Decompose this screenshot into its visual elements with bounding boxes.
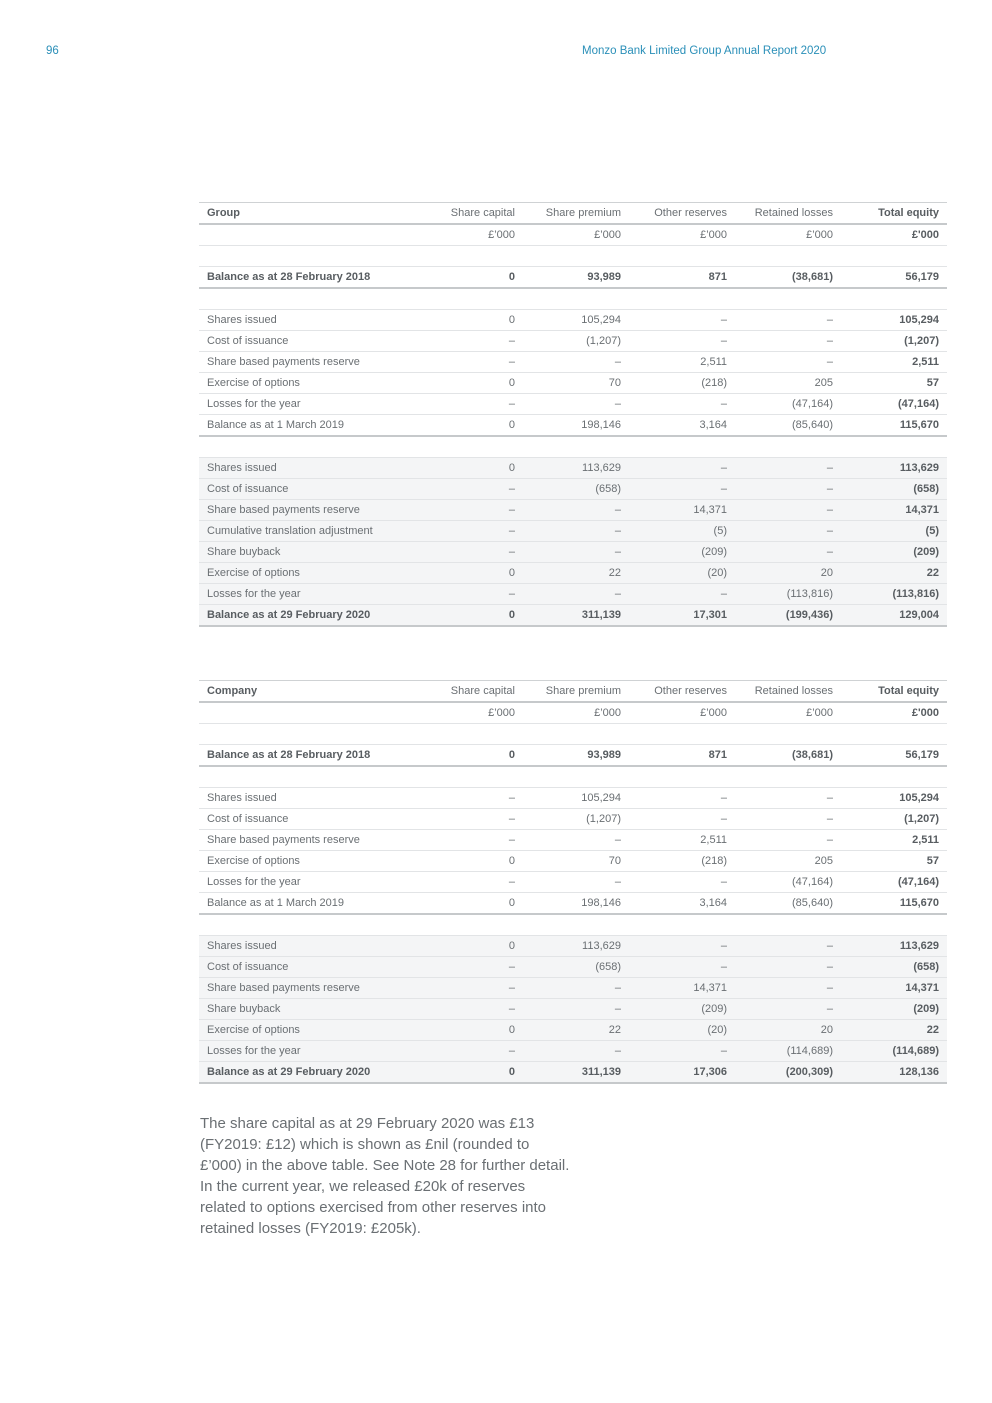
row-label: Exercise of options — [199, 373, 417, 394]
units-label — [199, 702, 417, 724]
value-cell: 128,136 — [841, 1062, 947, 1084]
column-header: Total equity — [841, 203, 947, 225]
value-cell: (20) — [629, 1020, 735, 1041]
value-cell: – — [417, 978, 523, 999]
value-cell: – — [629, 479, 735, 500]
table-row — [199, 872, 947, 893]
value-cell: 0 — [417, 893, 523, 915]
row-label: Exercise of options — [199, 851, 417, 872]
value-cell: – — [735, 310, 841, 331]
row-label: Losses for the year — [199, 1041, 417, 1062]
row-label: Share based payments reserve — [199, 978, 417, 999]
row-label: Balance as at 28 February 2018 — [199, 267, 417, 289]
value-cell: – — [417, 957, 523, 978]
value-cell: 70 — [523, 373, 629, 394]
row-label: Losses for the year — [199, 584, 417, 605]
value-cell: 22 — [841, 1020, 947, 1041]
spacer-row — [199, 766, 947, 788]
table-row — [199, 1041, 947, 1062]
value-cell: 0 — [417, 563, 523, 584]
value-cell: 0 — [417, 1062, 523, 1084]
value-cell: 2,511 — [629, 830, 735, 851]
table-header-row — [199, 681, 947, 703]
unit-cell: £’000 — [806, 229, 833, 241]
entity-label: Group — [199, 203, 417, 225]
value-cell: 93,989 — [523, 267, 629, 289]
value-cell: (209) — [841, 999, 947, 1020]
table-row — [199, 373, 947, 394]
row-label: Balance as at 29 February 2020 — [199, 605, 417, 627]
value-cell: 17,306 — [629, 1062, 735, 1084]
unit-cell: £'000 — [911, 707, 939, 719]
value-cell: (113,816) — [735, 584, 841, 605]
value-cell: 0 — [417, 605, 523, 627]
value-cell: 0 — [417, 373, 523, 394]
value-cell: 0 — [417, 310, 523, 331]
page-number: 96 — [46, 45, 59, 57]
row-label: Cost of issuance — [199, 331, 417, 352]
row-label: Balance as at 1 March 2019 — [199, 893, 417, 915]
value-cell: – — [417, 331, 523, 352]
table-row — [199, 415, 947, 437]
value-cell: – — [629, 936, 735, 957]
value-cell: (5) — [629, 521, 735, 542]
unit-cell: £’000 — [488, 229, 515, 241]
value-cell: (5) — [841, 521, 947, 542]
value-cell: – — [417, 809, 523, 830]
value-cell: – — [417, 394, 523, 415]
table-row — [199, 978, 947, 999]
row-label: Balance as at 1 March 2019 — [199, 415, 417, 437]
value-cell: – — [735, 352, 841, 373]
value-cell: 2,511 — [841, 830, 947, 851]
table-row — [199, 893, 947, 915]
table-row — [199, 1020, 947, 1041]
value-cell: (1,207) — [841, 809, 947, 830]
table-row — [199, 331, 947, 352]
value-cell: (85,640) — [735, 415, 841, 437]
table-row — [199, 999, 947, 1020]
report-title: Monzo Bank Limited Group Annual Report 2020 — [582, 45, 827, 57]
value-cell: (658) — [523, 957, 629, 978]
value-cell: 22 — [841, 563, 947, 584]
table-row — [199, 936, 947, 957]
value-cell: – — [735, 936, 841, 957]
value-cell: 0 — [417, 936, 523, 957]
value-cell: 57 — [841, 373, 947, 394]
value-cell: – — [735, 957, 841, 978]
column-header: Total equity — [841, 681, 947, 703]
value-cell: (658) — [523, 479, 629, 500]
value-cell: 70 — [523, 851, 629, 872]
units-row — [199, 224, 947, 246]
spacer-row — [199, 914, 947, 936]
value-cell: – — [523, 542, 629, 563]
value-cell: – — [735, 521, 841, 542]
row-label: Shares issued — [199, 310, 417, 331]
value-cell: 311,139 — [523, 1062, 629, 1084]
table-row — [199, 500, 947, 521]
unit-cell: £’000 — [594, 229, 621, 241]
value-cell: – — [735, 999, 841, 1020]
row-label: Shares issued — [199, 788, 417, 809]
value-cell: – — [629, 331, 735, 352]
value-cell: 14,371 — [841, 978, 947, 999]
value-cell: – — [735, 830, 841, 851]
value-cell: 871 — [629, 267, 735, 289]
value-cell: 2,511 — [629, 352, 735, 373]
table-row — [199, 584, 947, 605]
table-row — [199, 745, 947, 767]
unit-cell: £’000 — [700, 229, 727, 241]
value-cell: – — [523, 830, 629, 851]
table-row — [199, 851, 947, 872]
table-row — [199, 1062, 947, 1084]
value-cell: 0 — [417, 745, 523, 767]
value-cell: 57 — [841, 851, 947, 872]
column-header: Share capital — [417, 203, 523, 225]
row-label: Losses for the year — [199, 872, 417, 893]
value-cell: 115,670 — [841, 415, 947, 437]
table-row — [199, 957, 947, 978]
value-cell: – — [523, 584, 629, 605]
value-cell: 105,294 — [523, 788, 629, 809]
value-cell: (47,164) — [841, 872, 947, 893]
value-cell: (658) — [841, 957, 947, 978]
units-row — [199, 702, 947, 724]
value-cell: 3,164 — [629, 893, 735, 915]
value-cell: – — [523, 978, 629, 999]
value-cell: (47,164) — [735, 394, 841, 415]
value-cell: (47,164) — [841, 394, 947, 415]
row-label: Share buyback — [199, 542, 417, 563]
value-cell: 113,629 — [523, 458, 629, 479]
row-label: Share based payments reserve — [199, 500, 417, 521]
row-label: Share buyback — [199, 999, 417, 1020]
value-cell: 20 — [735, 563, 841, 584]
value-cell: 56,179 — [841, 745, 947, 767]
value-cell: – — [629, 584, 735, 605]
table-row — [199, 521, 947, 542]
value-cell: (1,207) — [523, 809, 629, 830]
value-cell: 17,301 — [629, 605, 735, 627]
value-cell: 0 — [417, 415, 523, 437]
value-cell: 14,371 — [841, 500, 947, 521]
value-cell: 115,670 — [841, 893, 947, 915]
value-cell: – — [523, 872, 629, 893]
value-cell: – — [629, 458, 735, 479]
table-row — [199, 352, 947, 373]
table-row — [199, 605, 947, 627]
value-cell: – — [735, 331, 841, 352]
value-cell: 871 — [629, 745, 735, 767]
value-cell: 14,371 — [629, 500, 735, 521]
value-cell: – — [417, 872, 523, 893]
row-label: Exercise of options — [199, 1020, 417, 1041]
value-cell: – — [417, 1041, 523, 1062]
unit-cell: £’000 — [488, 707, 515, 719]
group-equity-table — [199, 202, 947, 627]
value-cell: – — [523, 394, 629, 415]
value-cell: – — [629, 788, 735, 809]
table-row — [199, 788, 947, 809]
value-cell: 311,139 — [523, 605, 629, 627]
value-cell: 22 — [523, 563, 629, 584]
unit-cell: £'000 — [911, 229, 939, 241]
row-label: Balance as at 29 February 2020 — [199, 1062, 417, 1084]
value-cell: – — [523, 500, 629, 521]
value-cell: 14,371 — [629, 978, 735, 999]
value-cell: 2,511 — [841, 352, 947, 373]
row-label: Share based payments reserve — [199, 352, 417, 373]
column-header: Share premium — [523, 203, 629, 225]
value-cell: – — [735, 978, 841, 999]
value-cell: – — [735, 479, 841, 500]
column-header: Share premium — [523, 681, 629, 703]
value-cell: (218) — [629, 373, 735, 394]
table-row — [199, 479, 947, 500]
column-header: Retained losses — [735, 681, 841, 703]
value-cell: (200,309) — [735, 1062, 841, 1084]
value-cell: 0 — [417, 851, 523, 872]
value-cell: 105,294 — [523, 310, 629, 331]
value-cell: – — [629, 310, 735, 331]
table-row — [199, 542, 947, 563]
row-label: Shares issued — [199, 936, 417, 957]
row-label: Balance as at 28 February 2018 — [199, 745, 417, 767]
entity-label: Company — [199, 681, 417, 703]
value-cell: (114,689) — [735, 1041, 841, 1062]
unit-cell: £’000 — [594, 707, 621, 719]
value-cell: – — [629, 809, 735, 830]
value-cell: 93,989 — [523, 745, 629, 767]
column-header: Share capital — [417, 681, 523, 703]
value-cell: 205 — [735, 373, 841, 394]
value-cell: (209) — [841, 542, 947, 563]
value-cell: (47,164) — [735, 872, 841, 893]
value-cell: 198,146 — [523, 893, 629, 915]
value-cell: 205 — [735, 851, 841, 872]
value-cell: (113,816) — [841, 584, 947, 605]
value-cell: – — [417, 352, 523, 373]
units-label — [199, 224, 417, 246]
value-cell: (38,681) — [735, 267, 841, 289]
value-cell: – — [523, 521, 629, 542]
value-cell: – — [417, 479, 523, 500]
table-header-row — [199, 203, 947, 225]
table-row — [199, 394, 947, 415]
value-cell: – — [417, 500, 523, 521]
row-label: Cost of issuance — [199, 957, 417, 978]
row-label: Shares issued — [199, 458, 417, 479]
unit-cell: £’000 — [806, 707, 833, 719]
value-cell: 0 — [417, 458, 523, 479]
spacer-row — [199, 724, 947, 745]
value-cell: – — [735, 788, 841, 809]
value-cell: – — [523, 1041, 629, 1062]
table-row — [199, 267, 947, 289]
value-cell: 113,629 — [841, 458, 947, 479]
value-cell: 105,294 — [841, 788, 947, 809]
row-label: Losses for the year — [199, 394, 417, 415]
value-cell: (209) — [629, 999, 735, 1020]
value-cell: – — [629, 1041, 735, 1062]
value-cell: – — [417, 521, 523, 542]
company-equity-table — [199, 680, 947, 1084]
value-cell: 113,629 — [523, 936, 629, 957]
value-cell: 198,146 — [523, 415, 629, 437]
value-cell: 22 — [523, 1020, 629, 1041]
value-cell: – — [417, 788, 523, 809]
value-cell: – — [735, 542, 841, 563]
value-cell: – — [735, 458, 841, 479]
value-cell: (38,681) — [735, 745, 841, 767]
value-cell: – — [629, 872, 735, 893]
column-header: Other reserves — [629, 203, 735, 225]
value-cell: – — [417, 542, 523, 563]
value-cell: (199,436) — [735, 605, 841, 627]
row-label: Cumulative translation adjustment — [199, 521, 417, 542]
value-cell: 0 — [417, 1020, 523, 1041]
value-cell: (218) — [629, 851, 735, 872]
value-cell: (209) — [629, 542, 735, 563]
value-cell: (114,689) — [841, 1041, 947, 1062]
value-cell: – — [523, 352, 629, 373]
table-row — [199, 830, 947, 851]
value-cell: 113,629 — [841, 936, 947, 957]
unit-cell: £’000 — [700, 707, 727, 719]
table-row — [199, 563, 947, 584]
spacer-row — [199, 288, 947, 310]
value-cell: 129,004 — [841, 605, 947, 627]
value-cell: 105,294 — [841, 310, 947, 331]
row-label: Share based payments reserve — [199, 830, 417, 851]
value-cell: 56,179 — [841, 267, 947, 289]
table-row — [199, 809, 947, 830]
value-cell: (1,207) — [841, 331, 947, 352]
value-cell: – — [629, 957, 735, 978]
spacer-row — [199, 436, 947, 458]
row-label: Exercise of options — [199, 563, 417, 584]
spacer-row — [199, 246, 947, 267]
row-label: Cost of issuance — [199, 479, 417, 500]
value-cell: – — [417, 830, 523, 851]
value-cell: – — [417, 584, 523, 605]
column-header: Retained losses — [735, 203, 841, 225]
value-cell: 3,164 — [629, 415, 735, 437]
value-cell: 20 — [735, 1020, 841, 1041]
value-cell: (1,207) — [523, 331, 629, 352]
value-cell: (20) — [629, 563, 735, 584]
table-row — [199, 458, 947, 479]
row-label: Cost of issuance — [199, 809, 417, 830]
value-cell: – — [417, 999, 523, 1020]
value-cell: (85,640) — [735, 893, 841, 915]
value-cell: – — [523, 999, 629, 1020]
value-cell: – — [735, 809, 841, 830]
value-cell: (658) — [841, 479, 947, 500]
share-capital-note: The share capital as at 29 February 2020 was £13 (FY2019: £12) which is shown as £nil (rounded to £’000) in the above table. See Note 28 for further detail. In the current year, we released £20k of reserves related to options exercised from other reserves into retained losses (FY2019: £205k). — [200, 1115, 570, 1237]
value-cell: – — [629, 394, 735, 415]
value-cell: 0 — [417, 267, 523, 289]
column-header: Other reserves — [629, 681, 735, 703]
value-cell: – — [735, 500, 841, 521]
table-row — [199, 310, 947, 331]
